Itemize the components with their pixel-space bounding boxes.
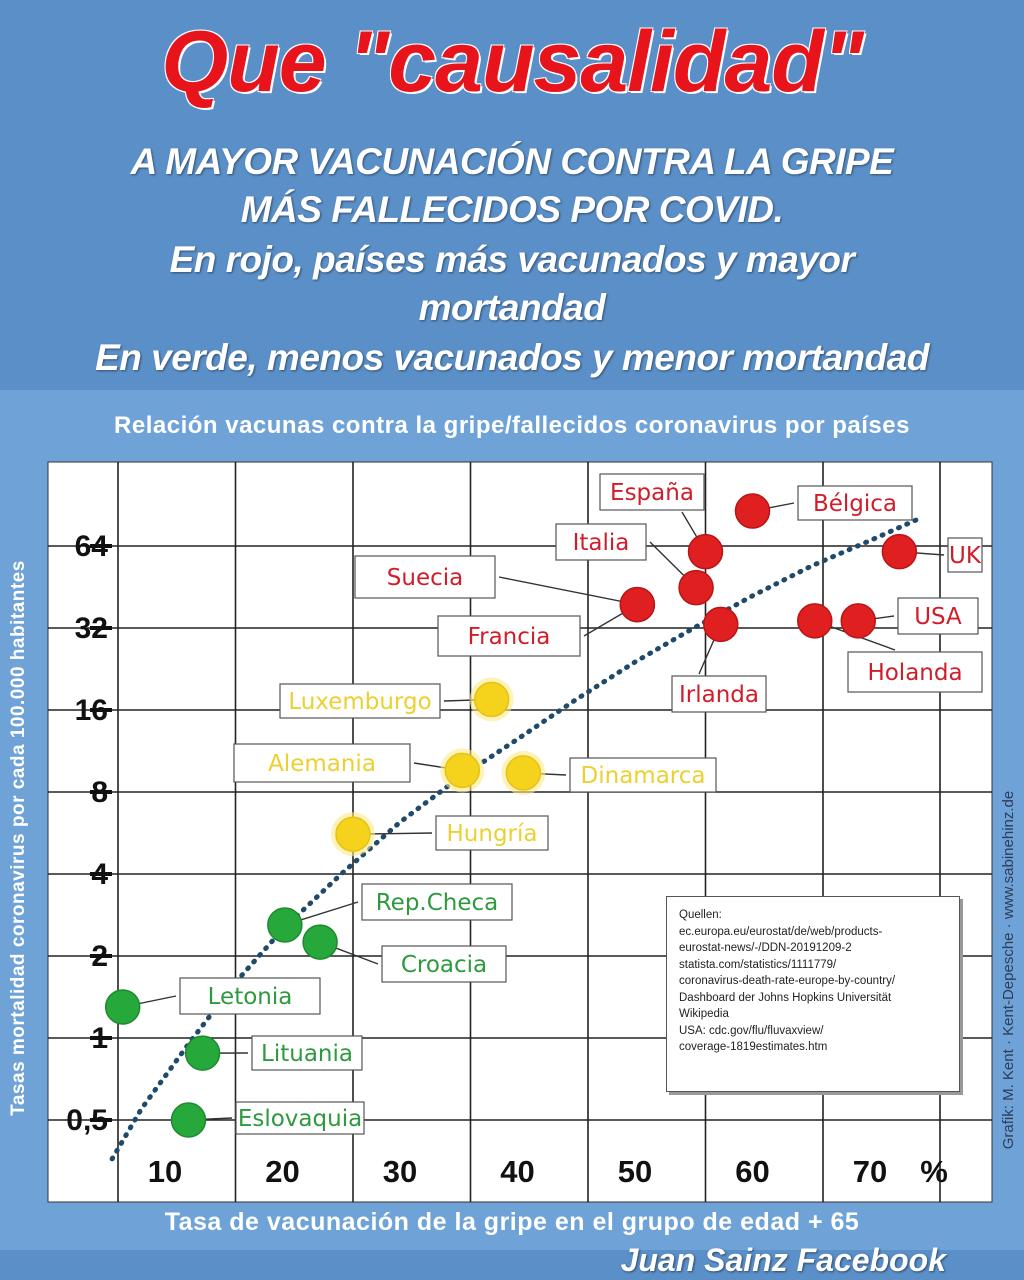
source-line: USA: cdc.gov/flu/fluvaxview/: [679, 1024, 824, 1037]
point-label: Hungría: [446, 821, 538, 847]
data-point: [882, 535, 916, 569]
data-point: [506, 756, 540, 790]
point-label: Bélgica: [812, 491, 898, 517]
point-label: Rep.Checa: [375, 890, 499, 916]
point-label: España: [610, 480, 694, 506]
x-axis-label: Tasa de vacunación de la gripe en el grupo de edad + 65: [164, 1208, 860, 1236]
headline: Que "causalidad": [161, 14, 863, 110]
point-label: Letonia: [207, 984, 293, 1010]
x-tick-label: 70: [852, 1154, 888, 1189]
data-point: [798, 604, 832, 638]
point-label: USA: [914, 604, 962, 630]
x-tick-label: 30: [382, 1154, 418, 1189]
data-point: [106, 990, 140, 1024]
y-tick-label: 8: [91, 776, 108, 809]
point-label: UK: [949, 543, 981, 569]
sources-box: [666, 896, 960, 1092]
x-tick-label: 60: [735, 1154, 770, 1189]
source-line: eurostat-news/-/DDN-20191209-2: [679, 942, 852, 954]
subheadline-2: MÁS FALLECIDOS POR COVID.: [240, 189, 784, 230]
source-line: Wikipedia: [679, 1008, 729, 1020]
subheadline-1: A MAYOR VACUNACIÓN CONTRA LA GRIPE: [130, 141, 894, 182]
source-line: Dashboard der Johns Hopkins Universität: [679, 991, 892, 1004]
point-label: Irlanda: [679, 682, 759, 708]
point-label: Italia: [572, 530, 630, 556]
y-tick-label: 1: [91, 1022, 108, 1055]
data-point: [841, 604, 875, 638]
data-point: [679, 571, 713, 605]
source-line: statista.com/statistics/1111779/: [679, 958, 837, 971]
x-unit-label: %: [920, 1154, 948, 1189]
data-point: [303, 925, 337, 959]
data-point: [475, 682, 509, 716]
y-tick-label: 64: [74, 530, 108, 563]
subheadline-3: En rojo, países más vacunados y mayor: [169, 239, 855, 280]
x-tick-label: 10: [147, 1154, 183, 1189]
data-point: [736, 494, 770, 528]
y-tick-label: 32: [74, 612, 108, 645]
source-line: coverage-1819estimates.htm: [679, 1041, 828, 1053]
data-point: [620, 588, 654, 622]
point-label: Eslovaquia: [237, 1106, 363, 1132]
y-axis-label: Tasas mortalidad coronavirus por cada 100.000 habitantes: [8, 560, 29, 1116]
point-label: Francia: [467, 624, 551, 650]
data-point: [445, 753, 479, 787]
y-tick-label: 0,5: [66, 1104, 108, 1137]
data-point: [336, 817, 370, 851]
y-tick-label: 16: [74, 694, 108, 727]
subheadline-5: En verde, menos vacunados y menor mortandad: [95, 337, 929, 378]
y-tick-label: 4: [91, 858, 108, 891]
point-label: Lituania: [261, 1041, 353, 1067]
source-line: coronavirus-death-rate-europe-by-country/: [679, 975, 896, 987]
data-point: [704, 607, 738, 641]
point-label: Luxemburgo: [288, 689, 432, 715]
source-line: ec.europa.eu/eurostat/de/web/products-: [679, 925, 883, 938]
subheadline-4: mortandad: [418, 287, 606, 328]
point-label: Alemania: [268, 751, 376, 777]
point-label: Suecia: [386, 565, 464, 591]
x-tick-label: 40: [500, 1154, 535, 1189]
x-tick-label: 20: [265, 1154, 300, 1189]
data-point: [172, 1103, 206, 1137]
x-tick-label: 50: [617, 1154, 653, 1189]
y-tick-label: 2: [91, 940, 108, 973]
data-point: [268, 908, 302, 942]
point-label: Holanda: [867, 660, 963, 686]
point-label: Croacia: [400, 952, 488, 978]
point-label: Dinamarca: [580, 763, 706, 789]
graphic-credit: Grafik: M. Kent · Kent-Depesche · www.sabinehinz.de: [1000, 790, 1017, 1150]
chart-title: Relación vacunas contra la gripe/fallecidos coronavirus por países: [114, 412, 910, 439]
footer-credit: Juan Sainz Facebook: [620, 1242, 946, 1278]
source-line: Quellen:: [679, 909, 722, 921]
data-point: [186, 1036, 220, 1070]
data-point: [689, 535, 723, 569]
